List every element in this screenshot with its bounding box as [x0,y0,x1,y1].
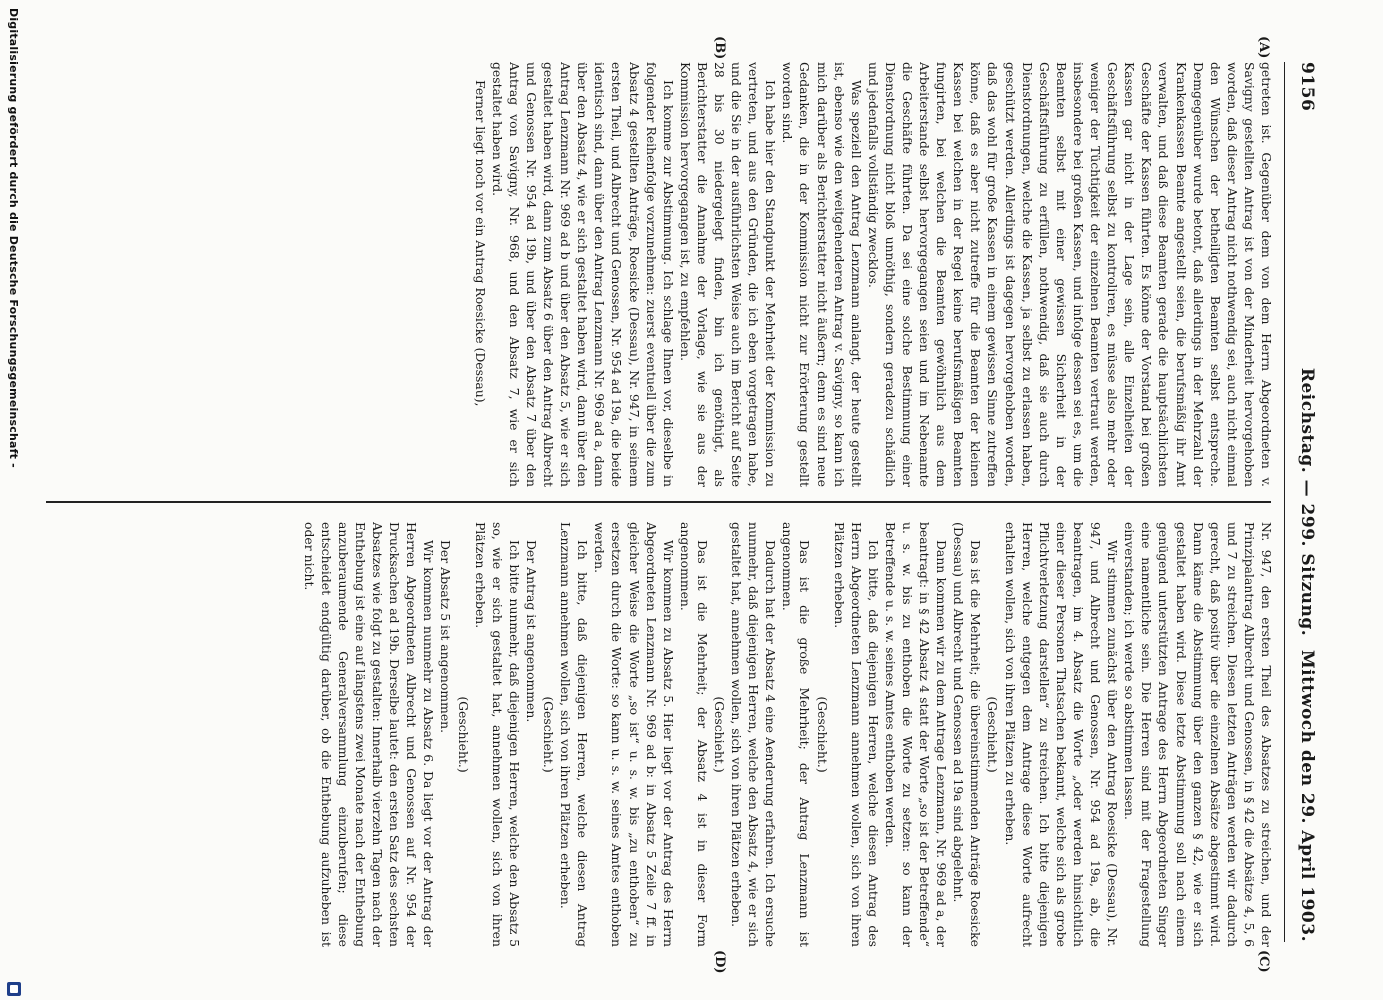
paragraph: Ich bitte nunmehr, daß diejenigen Herren, welche den Absatz 5 so, wie er sich gestaltet hat, annehmen wollen, sich von ihren Plätzen erheben. [472,522,522,947]
paragraph: Das ist die Mehrheit; der Absatz 4 ist in dieser Form angenommen. [677,522,710,947]
paragraph: Ich komme zur Abstimmung. Ich schlage Ihnen vor, dieselbe in folgender Reihenfolge vorzunehmen: zuerst eventuell über die zum Absatz 4 gestellten Anträge, Roesicke (Dessau), Nr. 947, in seinem ersten Theil, und Albrecht und Genossen, Nr. 954 ad 19a, die beide identisch sind, dann über den Antrag Lenzmann Nr. 969 ad a, dann über den Absatz 4, wie er sich gestaltet haben wird, dann über den Antrag Lenzmann Nr. 969 ad b und über den Absatz 5, wie er sich gestaltet haben wird, dann zum Absatz 6 über den Antrag Albrecht und Genossen Nr. 954 ad 19b, und über den Absatz 7 über den Antrag von Savigny, Nr. 968, und den Absatz 7, wie er sich gestaltet haben wird. [489,62,676,487]
session-date: Mittwoch den 29. April 1903. [1297,649,1317,942]
stage-direction: (Geschieht.) [541,696,557,773]
paragraph: Ich bitte, daß diejenigen Herren, welche diesen Antrag des Herrn Abgeordneten Lenzmann annehmen wollen, sich von ihren Plätzen erheben. [831,522,881,947]
paragraph: Das ist die Mehrheit; die übereinstimmenden Anträge Roesicke (Dessau) und Albrecht und Genossen ad 19a sind abgelehnt. [951,522,984,947]
margin-marker-a: (A) [1256,36,1271,59]
margin-marker-d: (D) [712,950,727,974]
paragraph: Ferner liegt noch vor ein Antrag Roesicke (Dessau), [472,80,488,407]
paragraph: Was speziell den Antrag Lenzmann anlangt, der heute gestellt ist, ebenso wie den weitgehenderen Antrag v. Savigny, so kann ich mich darüber als Berichterstatter nicht äußern; denn es sind neue Gedanken, die in der Kommission nicht zur Erörterung gestellt worden sind. [780,62,864,487]
paragraph: Ich bitte, daß diejenigen Herren, welche diesen Antrag Lenzmann annehmen wollen, sich von ihren Plätzen erheben. [558,522,591,947]
header-rule [1284,62,1285,942]
paragraph: Wir kommen nunmehr zu Absatz 6. Da liegt vor der Antrag der Herren Abgeordneten Albrecht und Genossen auf Nr. 954 der Drucksachen ad 19b. Derselbe lautet: den ersten Satz des sechsten Absatzes wie folgt zu gestalten: Innerhalb vierzehn Tagen nach der Enthebung ist eine auf längstens zwei Monate nach der Enthebung anzuberaumende Generalversammlung einzuberufen; diese entscheidet endgültig darüber, ob die Enthebung aufzuheben ist oder nicht. [301,522,437,947]
paragraph: Dadurch hat der Absatz 4 eine Aenderung erfahren. Ich ersuche nunmehr, daß diejenigen Herren, welche den Absatz 4, wie er sich gestaltet hat, annehmen wollen, sich von ihren Plätzen erheben. [729,522,779,947]
left-column [35,62,1275,487]
margin-marker-c: (C) [1256,950,1271,973]
stage-direction: (Geschieht.) [712,696,727,773]
paragraph: Ich habe hier den Standpunkt der Mehrheit der Kommission zu vertreten, und aus den Gründen, die ich eben vorgetragen habe, und die Sie in der ausführlichsten Weise auch im Bericht auf Seite 28 bis 30 niedergelegt finden, bin ich genöthigt, als Berichterstatter die Annahme der Vorlage, wie sie aus der Kommission hervorgegangen ist, zu empfehlen. [677,62,779,487]
page-number: 9156 [1297,62,1317,112]
paragraph: Der Absatz 5 ist angenommen. [438,540,454,734]
paragraph: Der Antrag ist angenommen. [523,540,539,723]
stage-direction: (Geschieht.) [985,696,1001,773]
page-header [1289,62,1323,942]
page-title: Reichstag. — 299. Sitzung. [1297,367,1317,637]
column-rule [46,501,1271,503]
digitization-footer [0,0,24,1000]
stage-direction: (Geschieht.) [455,696,471,773]
right-column [35,522,1275,947]
paragraph: getreten ist. Gegenüber dem von dem Herrn Abgeordneten v. Savigny gestellten Antrag ist von der Minderheit hervorgehoben worden, daß dieser Antrag nicht nothwendig sei, auch nicht einmal den Wünschen der betheiligten Beamten selbst entspreche. Demgegenüber wurde betont, daß allerdings in der Mehrzahl der Krankenkassen Beamte angestellt seien, die berufsmäßig ihr Amt verwalten, und daß diese Beamten gerade die hauptsächlichsten Geschäfte der Kassen führten. Es könne der Vorstand bei großen Kassen gar nicht in der Lage sein, alle Einzelheiten der Geschäftsführung selbst zu kontroliren, es müsse also mehr oder weniger der Tüchtigkeit der einzelnen Beamten vertraut werden, insbesondere bei großen Kassen, und infolge dessen sei es, um die Beamten selbst mit einer gewissen Sicherheit in der Geschäftsführung zu erfüllen, nothwendig, daß sie auch durch Dienstordnungen, welche die Kassen, ja selbst zu erlassen haben, geschützt werden. Allerdings ist dagegen hervorgehoben worden, daß das wohl für große Kassen in einem gewissen Sinne zutreffen könne, daß es aber nicht zutreffe für die Beamten der kleinen Kassen bei welchen in der Regel keine berufsmäßigen Beamten fungirten, bei welchen die Beamten gewöhnlich aus dem Arbeiterstande selbst hervorgegangen seien und im Nebenamte die Geschäfte führten. Da sei eine solche Bestimmung einer Dienstordnung nicht bloß unnöthig, sondern geradezu schädlich und jedenfalls vollständig zwecklos. [865,62,1274,487]
margin-marker-b: (B) [712,36,727,60]
paragraph: Dann kommen wir zu dem Antrage Lenzmann, Nr. 969 ad a, der beantragt: in § 42 Absatz 4 statt der Worte „so ist der Betreffende“ u. s. w. bis zu enthoben die Worte zu setzen: so kann der Betreffende u. s. w. seines Amtes enthoben werden. [882,522,950,947]
stage-direction: (Geschieht.) [814,696,830,773]
paragraph: Wir kommen zu Absatz 5. Hier liegt vor der Antrag des Herrn Abgeordneten Lenzmann Nr. 969 ad b: in Absatz 5 Zeile 7 ff. in gleicher Weise die Worte „so ist“ u. s. w. bis „zu enthoben“ zu ersetzen durch die Worte: so kann u. s. w. seines Amtes enthoben werden. [592,522,676,947]
paragraph: Nr. 947, den ersten Theil des Absatzes zu streichen, und der Prinzipalantrag Albrecht und Genossen, in § 42 die Absätze 4, 5, 6 und 7 zu streichen. Diesen letzten Anträgen werden wir dadurch gerecht, daß positiv über die einzelnen Absätze abgestimmt wird. Dann käme die Abstimmung über den ganzen § 42, wie er sich gestaltet haben wird. Diese letzte Abstimmung soll nach einem genügend unterstützten Antrage des Herrn Abgeordneten Singer eine namentliche sein. Die Herren sind mit der Fragestellung einverstanden; ich werde so abstimmen lassen. [1122,522,1274,947]
paragraph: Wir stimmen zunächst über den Antrag Roesicke (Dessau), Nr. 947, und Albrecht und Genossen, Nr. 954 ad 19a, ab, die beantragen, im 4. Absatz die Worte „oder werden hinsichtlich einer dieser Personen Thatsachen bekannt, welche sich als grobe Pflichtverletzung darstellen“ zu streichen. Ich bitte diejenigen Herren, welche entgegen dem Antrage diese Worte aufrecht erhalten wollen, sich von ihren Plätzen zu erheben. [1002,522,1121,947]
digitization-credit: Digitalisierung gefördert durch die Deutsche Forschungsgemeinschaft - [7,8,20,468]
dfg-logo-icon [7,982,21,996]
paragraph: Das ist die große Mehrheit; der Antrag Lenzmann ist angenommen. [780,522,813,947]
